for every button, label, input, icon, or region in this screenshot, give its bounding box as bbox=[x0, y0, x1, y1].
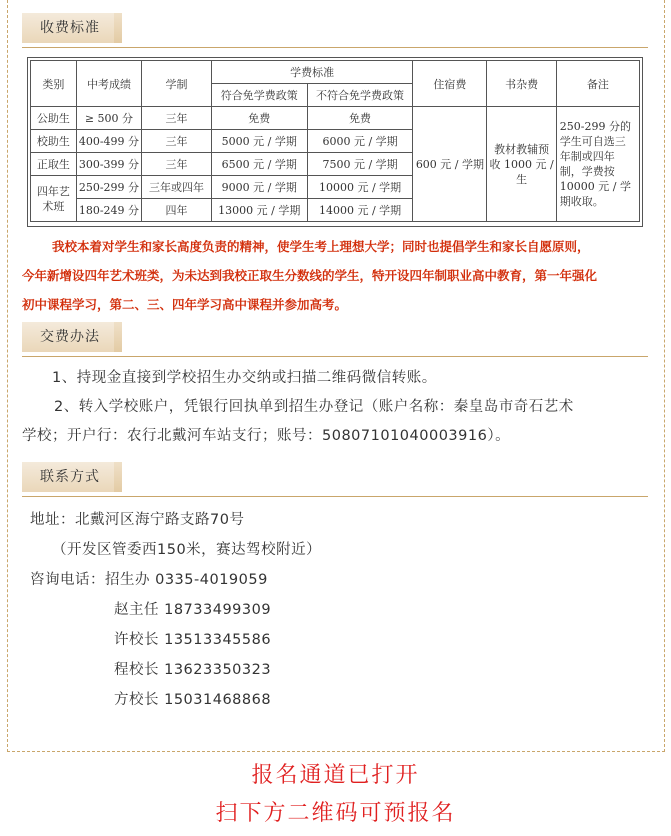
phone-label: 咨询电话： bbox=[30, 572, 105, 588]
pay-methods bbox=[22, 364, 652, 451]
section-title-pay: 交费办法 bbox=[22, 322, 114, 352]
table-row: 正取生 300-399 分 三年 6500 元 / 学期 7500 元 / 学期 bbox=[31, 153, 640, 176]
enroll-open-text: 报名通道已打开 bbox=[251, 763, 420, 788]
notice-line: 我校本着对学生和家长高度负责的精神，使学生考上理想大学；同时也提倡学生和家长自愿原则， bbox=[52, 239, 590, 254]
table-row: 校助生 400-499 分 三年 5000 元 / 学期 6000 元 / 学期 bbox=[31, 130, 640, 153]
section-divider bbox=[22, 47, 648, 48]
header-books: 书杂费 bbox=[487, 61, 556, 107]
notice-line: 初中课程学习，第二、三、四年学习高中课程并参加高考。 bbox=[22, 297, 348, 312]
header-nonfree: 不符合免学费政策 bbox=[307, 84, 413, 107]
section-divider bbox=[22, 496, 648, 497]
book-fee: 教材教辅预收 1000 元 / 生 bbox=[487, 107, 556, 222]
table-row: 公助生 ≥ 500 分 三年 免费 免费 600 元 / 学期 教材教辅预收 1000 元 / 生 250-299 分的学生可自选三年制或四年制，学费按 10000 元 / 学期收取。 bbox=[31, 107, 640, 130]
phone-number: 方校长 15031468868 bbox=[114, 692, 272, 708]
section-header-fee bbox=[22, 13, 648, 49]
header-category: 类别 bbox=[31, 61, 77, 107]
table-row: 180-249 分 四年 13000 元 / 学期 14000 元 / 学期 bbox=[31, 199, 640, 222]
contact-info bbox=[30, 505, 630, 715]
pay-method-2-cont: 学校；开户行：农行北戴河车站支行；账号：50807101040003916）。 bbox=[22, 428, 511, 444]
dorm-fee: 600 元 / 学期 bbox=[413, 107, 487, 222]
table-row: 四年艺术班 250-299 分 三年或四年 9000 元 / 学期 10000 元 / 学期 bbox=[31, 176, 640, 199]
section-header-contact bbox=[22, 462, 648, 498]
phone-row bbox=[30, 565, 630, 595]
fee-note: 250-299 分的学生可自选三年制或四年制，学费按 10000 元 / 学期收取。 bbox=[556, 107, 639, 222]
address: 地址：北戴河区海宁路支路70号 bbox=[30, 512, 245, 528]
section-divider bbox=[22, 356, 648, 357]
section-title-fee: 收费标准 bbox=[22, 13, 114, 43]
header-dorm: 住宿费 bbox=[413, 61, 487, 107]
header-system: 学制 bbox=[142, 61, 212, 107]
header-score: 中考成绩 bbox=[76, 61, 141, 107]
pay-method-1: 1、持现金直接到学校招生办交纳或扫描二维码微信转账。 bbox=[52, 370, 437, 386]
fee-table bbox=[30, 60, 640, 222]
section-title-contact: 联系方式 bbox=[22, 462, 114, 492]
header-note: 备注 bbox=[556, 61, 639, 107]
notice-line: 今年新增设四年艺术班类，为未达到我校正取生分数线的学生，特开设四年制职业高中教育，第一年强化 bbox=[22, 268, 598, 283]
phone-number: 招生办 0335-4019059 bbox=[105, 572, 268, 588]
header-free: 符合免学费政策 bbox=[211, 84, 307, 107]
scan-qr-text: 扫下方二维码可预报名 bbox=[215, 801, 456, 826]
address-detail: （开发区管委西150米，赛达驾校附近） bbox=[52, 542, 322, 558]
pay-method-2: 2、转入学校账户，凭银行回执单到招生办登记（账户名称：秦皇岛市奇石艺术 bbox=[54, 399, 574, 415]
phone-number: 赵主任 18733499309 bbox=[114, 602, 272, 618]
section-header-pay bbox=[22, 322, 648, 358]
red-notice bbox=[22, 232, 648, 319]
header-tuition: 学费标准 bbox=[211, 61, 413, 84]
phone-number: 程校长 13623350323 bbox=[114, 662, 272, 678]
phone-number: 许校长 13513345586 bbox=[114, 632, 272, 648]
